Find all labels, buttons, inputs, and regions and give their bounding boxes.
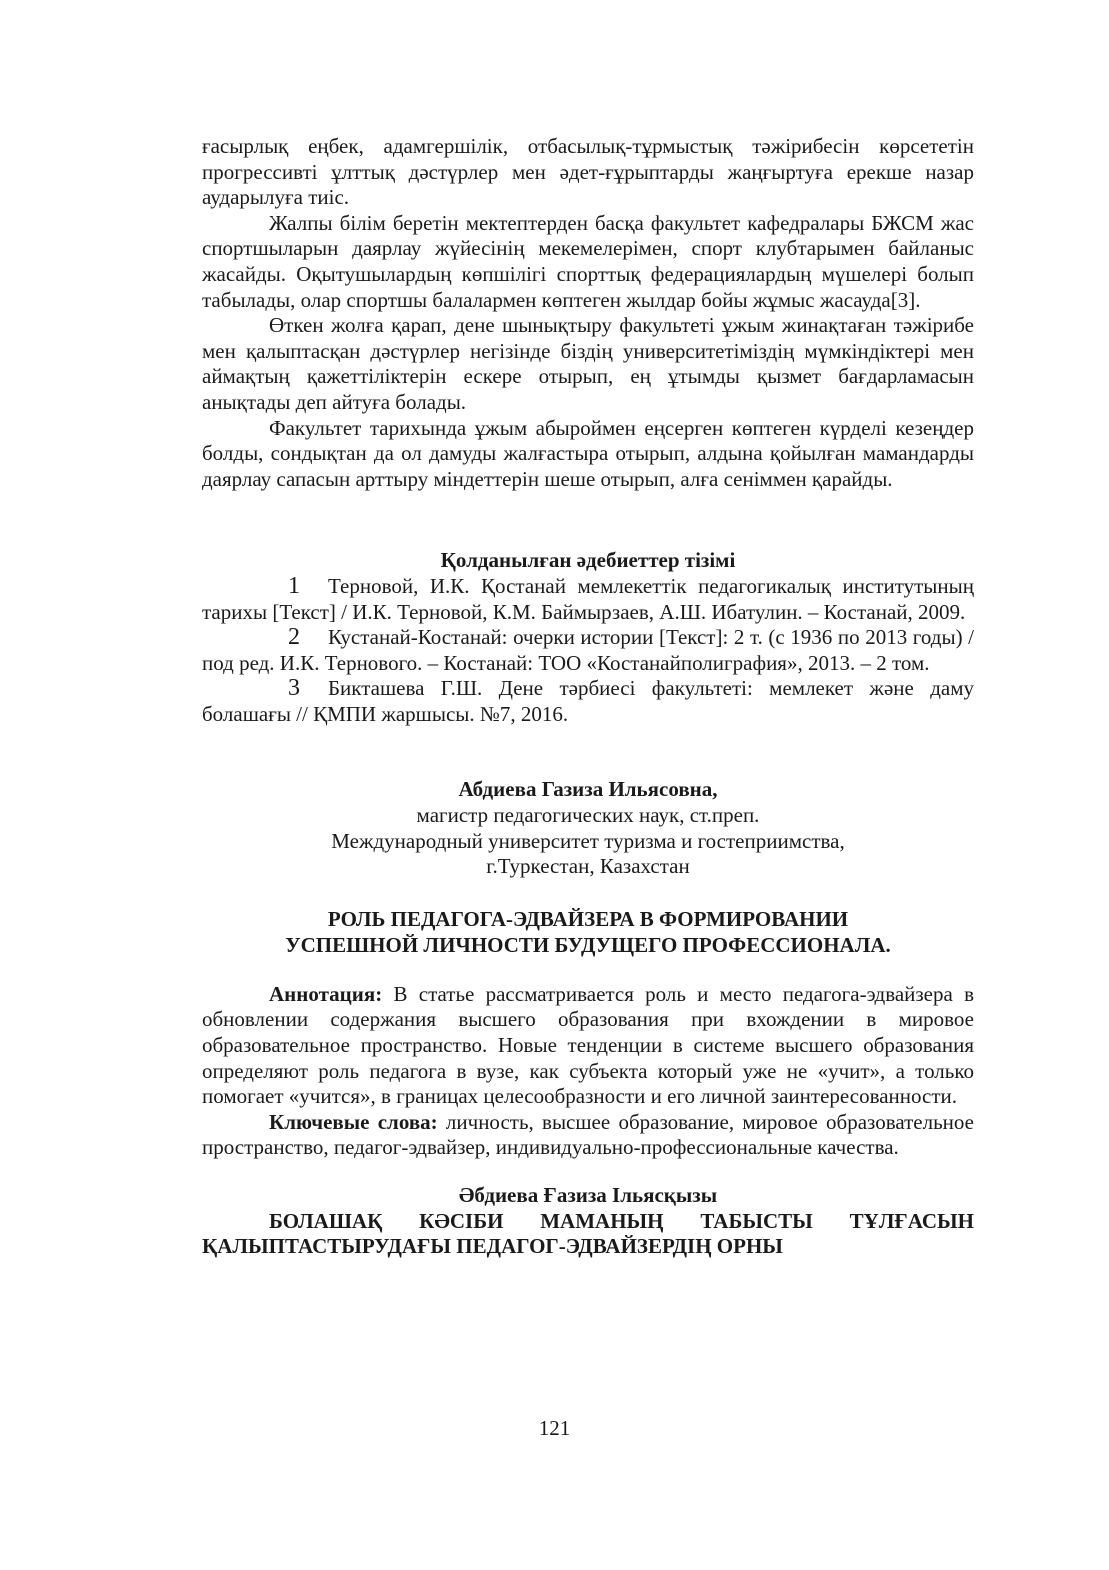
reference-item	[202, 625, 974, 676]
spacer	[202, 1161, 974, 1183]
page-number: 121	[538, 1416, 571, 1440]
body-paragraph: Жалпы білім беретін мектептерден басқа факультет кафедралары БЖСМ жас спортшыларын даярлау жүйесінің мекемелерімен, спорт клубтарымен байланыс жасайды. Оқытушылардың көпшілігі спорттық федерациялардың мүшелері болып табылады, олар спортшы балалармен көптеген жылдар бойы жұмыс жасауда[3].	[202, 210, 974, 312]
article-title	[202, 906, 974, 958]
author-university: Международный университет туризма и гостеприимства,	[331, 828, 845, 853]
reference-number: 1	[288, 572, 300, 599]
article-title-line: УСПЕШНОЙ ЛИЧНОСТИ БУДУЩЕГО ПРОФЕССИОНАЛА.	[285, 932, 891, 957]
body-paragraph: Өткен жолға қарап, дене шынықтыру факультеті ұжым жинақтаған тәжірибе мен қалыптасқан дәстүрлер негізінде біздің университетіміздің мүмкіндіктері мен аймақтың қажеттіліктерін ескере отырып, ең ұтымды қызмет бағдарламасын анықтады деп айтуға болады.	[202, 313, 974, 414]
kz-article-title: БОЛАШАҚ КӘСІБИ МАМАНЫҢ ТАБЫСТЫ ТҰЛҒАСЫН ҚАЛЫПТАСТЫРУДАҒЫ ПЕДАГОГ-ЭДВАЙЗЕРДІҢ ОРНЫ	[202, 1208, 974, 1259]
article-title-line: РОЛЬ ПЕДАГОГА-ЭДВАЙЗЕРА В ФОРМИРОВАНИИ	[327, 906, 849, 931]
keywords-label: Ключевые слова:	[269, 1109, 438, 1134]
author-city: г.Туркестан, Казахстан	[486, 854, 690, 879]
keywords	[202, 1110, 974, 1161]
abstract	[202, 982, 974, 1110]
body-paragraph: ғасырлық еңбек, адамгершілік, отбасылық-тұрмыстық тәжірибесін көрсететін прогрессивті ұлттық дәстүрлер мен әдет-ғұрыптарды жаңғыртуға ерекше назар аударылуға тиіс.	[202, 134, 974, 210]
reference-text: Кустанай-Костанай: очерки истории [Текст]: 2 т. (с 1936 по 2013 годы) / под ред. И.К. Тернового. – Костанай: ТОО «Костанайполиграфия», 2013. – 2 том.	[202, 625, 974, 675]
body-paragraph: Факультет тарихында ұжым абыроймен еңсерген көптеген күрделі кезеңдер болды, сондықтан да ол дамуды жалғастыра отырып, алдына қойылған мамандарды даярлау сапасын арттыру міндеттерін шеше отырып, алға сеніммен қарайды.	[202, 415, 974, 491]
references-title: Қолданылған әдебиеттер тізімі	[440, 548, 736, 573]
author-info	[202, 777, 974, 879]
reference-text: Терновой, И.К. Қостанай мемлекеттік педагогикалық институтының тарихы [Текст] / И.К. Терновой, К.М. Баймырзаев, А.Ш. Ибатулин. – Костанай, 2009.	[202, 573, 974, 624]
reference-item	[202, 676, 974, 727]
reference-number: 2	[288, 624, 300, 651]
reference-item	[202, 574, 974, 625]
author-degree: магистр педагогических наук, ст.преп.	[416, 803, 760, 828]
abstract-label: Аннотация:	[269, 981, 383, 1006]
reference-text: Бикташева Г.Ш. Дене тәрбиесі факультеті: мемлекет және даму болашағы // ҚМПИ жаршысы. №7, 2016.	[202, 676, 974, 726]
page-content	[202, 134, 974, 1260]
spacer	[202, 727, 974, 777]
spacer	[202, 958, 974, 982]
reference-number: 3	[288, 675, 300, 702]
kz-author-name: Әбдиева Ғазиза Ільясқызы	[458, 1183, 718, 1207]
keywords-text: личность, высшее образование, мировое образовательное пространство, педагог-эдвайзер, индивидуально-профессиональные качества.	[202, 1109, 974, 1160]
author-name: Абдиева Газиза Ильясовна,	[458, 777, 718, 802]
spacer	[202, 880, 974, 906]
abstract-text: В статье рассматривается роль и место педагога-эдвайзера в обновлении содержания высшего образования при вхождении в мировое образовательное пространство. Новые тенденции в системе высшего образования определяют роль педагога в вузе, как субъекта который уже не «учит», а только помогает «учится», в границах целесообразности и его личной заинтересованности.	[202, 981, 974, 1109]
spacer	[202, 492, 974, 548]
